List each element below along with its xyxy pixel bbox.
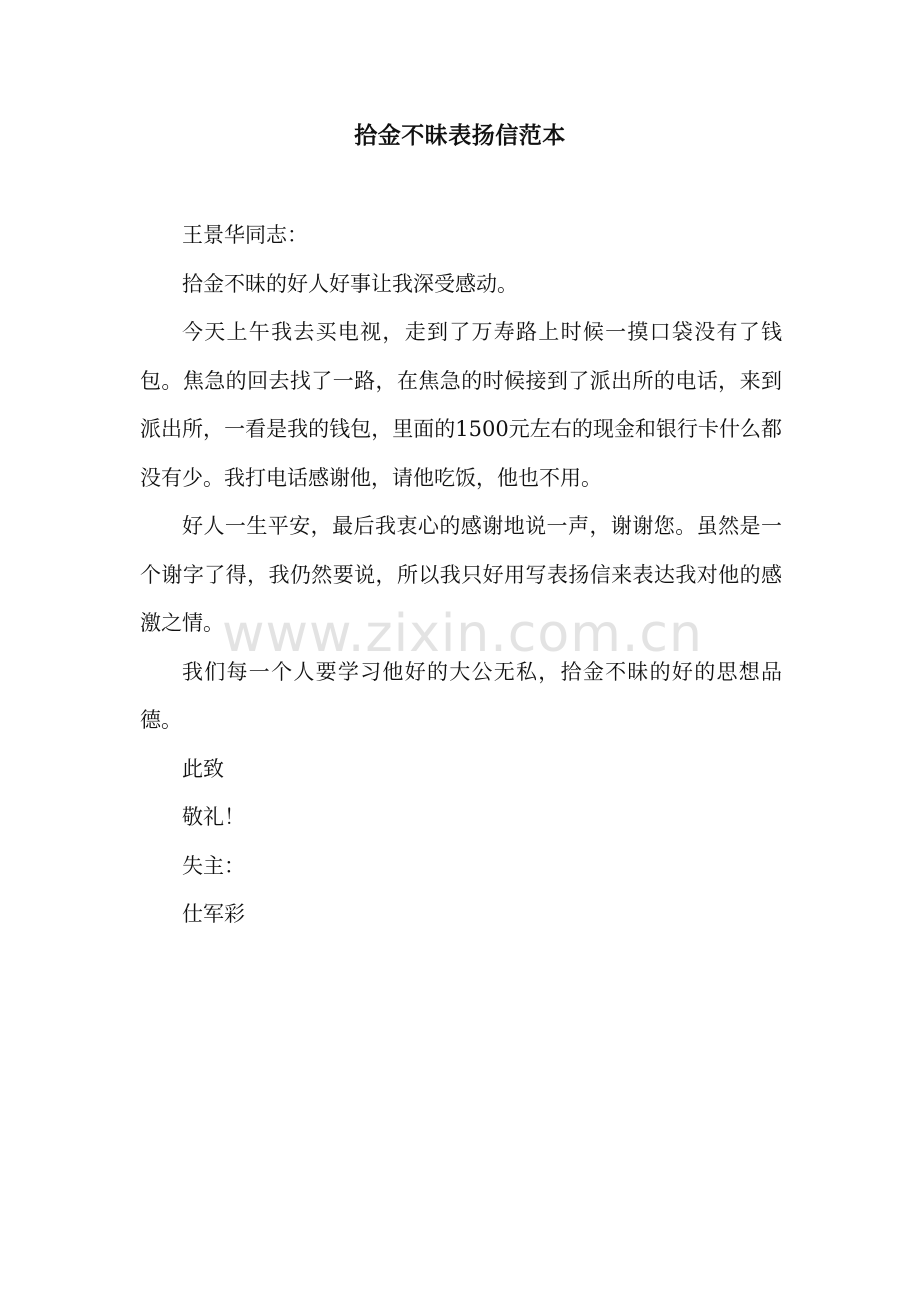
document-title: 拾金不昧表扬信范本 bbox=[354, 123, 566, 149]
closing: 此致 bbox=[182, 756, 224, 781]
paragraph: 今天上午我去买电视，走到了万寿路上时候一摸口袋没有了钱包。焦急的回去找了一路，在焦急的时候接到了派出所的电话，来到派出所，一看是我的钱包，里面的1500元左右的现金和银行卡什么都没有少。我打电话感谢他，请他吃饭，他也不用。 bbox=[140, 320, 782, 490]
paragraph: 我们每一个人要学习他好的大公无私，拾金不昧的好的思想品德。 bbox=[140, 659, 782, 732]
letter-body bbox=[140, 211, 782, 939]
salutation: 王景华同志： bbox=[182, 223, 308, 247]
paragraph: 拾金不昧的好人好事让我深受感动。 bbox=[182, 271, 518, 296]
signer-name: 仕军彩 bbox=[182, 902, 245, 926]
regards: 敬礼！ bbox=[182, 805, 245, 829]
paragraph: 好人一生平安，最后我衷心的感谢地说一声，谢谢您。虽然是一个谢字了得，我仍然要说，所以我只好用写表扬信来表达我对他的感激之情。 bbox=[140, 514, 782, 635]
watermark: www.zixin.com.cn bbox=[222, 604, 703, 664]
signer-label: 失主： bbox=[182, 853, 245, 878]
